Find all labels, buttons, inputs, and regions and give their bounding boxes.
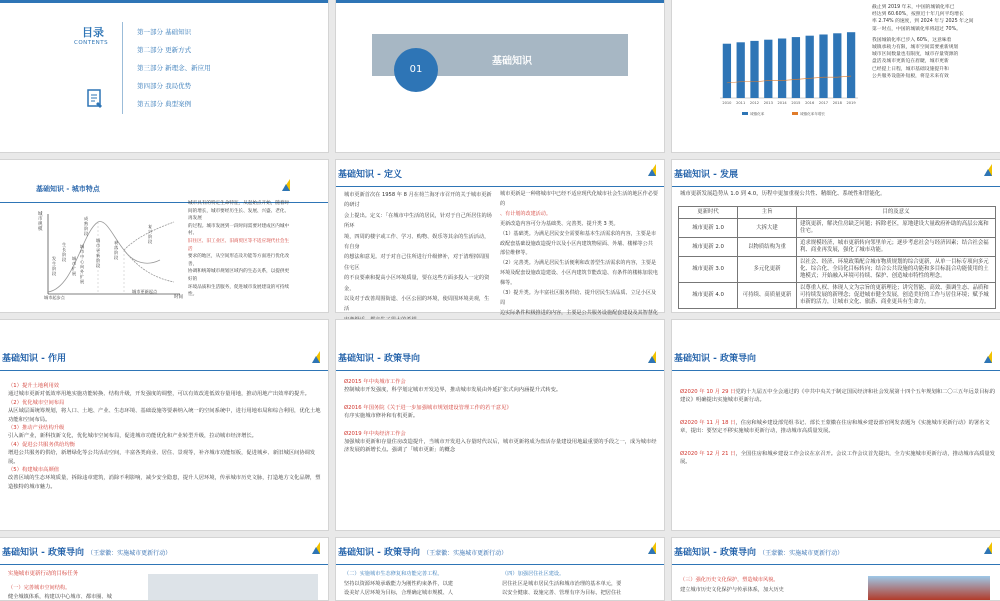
slide-header — [336, 348, 664, 371]
diagram-label: 衰落阶段 — [114, 240, 119, 260]
definition-text: 城市更新首次在 1958 年 8 月在荷兰海牙市召开的关于城市更新的研讨 — [344, 192, 492, 209]
development-table — [678, 206, 996, 309]
development-intro: 城市更新发展趋势从 1.0 到 4.0，历程中更加重视公共性、精细化、系统性和智能化。 — [680, 191, 886, 197]
slide-title-wrap — [338, 545, 507, 558]
slide-thumbnail-6[interactable] — [672, 160, 1000, 312]
update-text: 城市更新是一种将城市中已经不适应现代化城市社会生活的地区作必要的 — [500, 191, 658, 207]
slide-thumbnail-3[interactable] — [672, 0, 1000, 152]
diagram-label: 城市扩展 — [72, 256, 77, 276]
section-title: 基础知识 — [492, 56, 532, 67]
toc-title: 目录 — [82, 26, 104, 39]
table-header: 主旨 — [738, 207, 797, 219]
top-bar — [336, 0, 664, 3]
slide-thumbnail-11[interactable] — [336, 538, 664, 600]
chart-bar — [764, 40, 772, 98]
chart-bar — [778, 39, 786, 98]
policy-text: 设美好人居环境为目标，合理确定城市规模、人 — [344, 590, 453, 596]
slide-subtitle: （王蒙徽：实施城市更新行动） — [87, 550, 172, 557]
slide-thumbnail-9[interactable] — [672, 320, 1000, 530]
table-header: 更新时代 — [679, 207, 738, 219]
chart-note: 截止到 2019 年末，中国的城镇化率已 — [872, 5, 955, 10]
update-text: 政配套基础设施改造提升以及小区内建筑物屋面、外墙、楼梯等公共 — [500, 240, 653, 247]
toc-item: 第五部分 典型案例 — [137, 100, 192, 108]
chart-note: 我国城镇化率已步入 60%，这意味着 — [872, 37, 952, 43]
policy-heading: （三）强化历史文化保护，塑造城市风貌。 — [680, 577, 779, 583]
update-text: 部位维修等。 — [500, 250, 531, 257]
chart-bar — [819, 34, 827, 98]
definition-text: 的不良要素和提高小区环境质量，要在这些方面多投入一定的资金， — [344, 275, 490, 292]
policy-text: ，全国住房和城乡建设工作会议在京召开。会议工作会议首先提出，全力实施城市更新行动，推动城市高质量发展。 — [680, 450, 996, 466]
tick-label: 2018 — [832, 101, 842, 105]
policy-date: Ø2020 年 11 月 18 日 — [680, 419, 736, 426]
definition-text: 会上提出。定义：「在城市中生活的居民，针对于自己所居住的场所环 — [344, 212, 492, 230]
table-cell: 以物质结构为重 — [738, 238, 797, 257]
chart-note: 第一时点，中国的城镇化率将超过 70%。 — [872, 26, 961, 32]
slide-header — [0, 542, 328, 565]
effect-heading: （1）提升土地利用效 — [8, 383, 60, 389]
logo-icon — [982, 350, 994, 365]
policy-text: 以安全健康、设施完善、管理有序为目标，把居住社 — [502, 590, 622, 596]
slide-text: 协调和统筹城市规划区域内的生态关系，以提供更好的 — [188, 269, 290, 282]
slide-title: 基础知识 - 定义 — [338, 170, 403, 180]
chart-note: 城镇承载力有限，城市空间需要重新规划 — [872, 45, 959, 51]
slide-header — [336, 164, 664, 187]
diagram-label: 城市起步点 — [44, 295, 65, 300]
legend-swatch — [742, 112, 748, 115]
table-cell: 以社会、经济、环境政策配合城市物质规划的综合更新，从单一目标专项向多元化、综合化、全局化目标转向；结合公共设施的功能和多目标混合功能使用的土地模式；开始融入环境可持续、保护、创造城市特性的理念。 — [797, 257, 996, 283]
update-text: （1）基础类。为满足居民安全需要和基本生活需求的内容，主要是市 — [500, 230, 657, 237]
policy-heading: （二）实施城市生态修复和功能完善工程。 — [344, 571, 443, 577]
legend-swatch — [792, 112, 798, 115]
secondary-series-line — [727, 76, 851, 83]
table-header: 目的及意义 — [797, 207, 996, 219]
axis-x-label: 时间 — [174, 295, 183, 300]
policy-text: 控制城市开发强度，科学划定城市开发边界，推动城市发展由外延扩张式向内涵提升式转变。 — [344, 387, 562, 394]
document-icon — [86, 88, 104, 110]
slide-thumbnail-5[interactable] — [336, 160, 664, 316]
chart-bar — [723, 44, 731, 98]
slide-text: 间的增长，城市要经历生长、发展、兴盛、老化、再发展 — [188, 208, 290, 222]
update-text: 、有计划的改建活动。 — [500, 210, 551, 217]
tick-label: 2019 — [846, 101, 856, 105]
table-cell: 城市更新 3.0 — [679, 257, 738, 283]
definition-text: 的想法和意见。对于对自己住所进行升级修补，对于清理掉周围住宅区 — [344, 254, 490, 271]
definition-text: 境，四周的楼宇或工作、学习、购物、娱乐等其余的生活活动，有自身 — [344, 233, 490, 251]
slide-title: 基础知识 - 城市特点 — [36, 185, 100, 193]
slide-thumbnail-7[interactable] — [0, 320, 328, 530]
table-cell: 城市更新 4.0 — [679, 283, 738, 309]
diagram-label: 城市中心向外扩展 — [80, 244, 85, 284]
policy-heading: Ø2019 年中央经济工作会 — [344, 430, 406, 437]
policy-text: 居住社区是城市居民生活和城市治理的基本单元，要 — [502, 580, 622, 587]
update-text: 更新改造内容可分为基础类、完善类、提升类 3 类。 — [500, 220, 619, 227]
urbanization-chart — [712, 16, 862, 120]
map-image — [148, 574, 318, 600]
goal-subheading: （一）完善城市空间结构。 — [8, 585, 71, 591]
tick-label: 2013 — [763, 101, 773, 105]
logo-icon — [310, 350, 322, 365]
slide-thumbnail-12[interactable] — [672, 538, 1000, 600]
logo-icon — [646, 541, 658, 556]
effect-text: 增进公共服务的供给，新增绿化等公共活动空间，丰富各类商业、居住、景观等，补齐城市功能短板，促进城乡、新旧城区间协调发展。 — [8, 450, 316, 465]
slide-text: 城市具有的特定生命特征，从起始点开始，随着时 — [188, 201, 290, 206]
policy-heading: Ø2015 年中央城市工作会 — [344, 379, 406, 385]
slide-title-wrap — [674, 545, 843, 558]
slide-header — [672, 164, 1000, 187]
chart-bar — [806, 36, 814, 98]
definition-text: 以及对于改善周围街道、小区公园的环境，使周围环境美观，生活 — [344, 296, 490, 313]
policy-date: Ø2020 年 12 月 21 日 — [680, 450, 736, 457]
slide-text: 要求的地区，从空间形态及功能等方面进行优化改善， — [188, 254, 290, 267]
diagram-label: 复兴阶段 — [148, 224, 153, 244]
tick-label: 2012 — [749, 101, 760, 105]
policy-text: 坚持以资源环境承载能力为刚性约束条件，以建 — [344, 580, 453, 587]
effect-heading: （3）推动产业结构升级 — [8, 425, 65, 432]
diagram-label: 城市更新起点 — [132, 289, 158, 294]
slide-subtitle: （王蒙徽：实施城市更新行动） — [759, 550, 844, 557]
goal-heading: 实施城市更新行动的目标任务 — [8, 571, 79, 577]
table-row — [679, 283, 996, 309]
table-row — [679, 257, 996, 283]
legend-label: 城镇化率 — [750, 112, 765, 116]
slide-header — [672, 348, 1000, 371]
toc-item: 第四部分 我局优势 — [137, 82, 192, 90]
policy-date: Ø2020 年 10 月 29 日 — [680, 389, 736, 395]
slide-text: 的过程。城市发展到一段时间需要对建成区内城中村、 — [188, 223, 290, 237]
toc-divider — [122, 22, 123, 114]
slide-title: 基础知识 - 政策导向 — [2, 548, 85, 558]
slide-text: 旧住区、旧工业区、旧商贸区等不适应现代社会生活 — [188, 238, 290, 252]
logo-icon — [982, 541, 994, 556]
table-cell: 可持续、高质量更新 — [738, 283, 797, 309]
slide-title: 基础知识 - 政策导向 — [674, 354, 757, 364]
chart-note: 已经提上日程，城市基础设施提升和 — [872, 66, 949, 72]
effect-text: 通过城市更新对低效率用地实施功能转换、结构升级，开发强度的调整，可以有效改进低效存量用地，推动用地产出效率的提升。 — [8, 391, 310, 398]
diagram-label: 城市更新阶段 — [96, 238, 101, 268]
update-text: （3）提升类。为丰富社区服务供给、提升居民生活品质、立足小区及周 — [500, 290, 657, 306]
toc-item: 第一部分 基础知识 — [137, 28, 192, 36]
table-cell: 以尊重人权、体现人文为宗旨的更新理论；讲究智能、高效、强调生态、品质和可持续发展的新理念；促进城市健全发展，创造美好的工作与居住环境；赋予城市新的活力，让城市文化、旅游、商业更具有生命力。 — [797, 283, 996, 309]
diagram-label: 生长阶段 — [62, 242, 67, 262]
chart-bar — [833, 33, 841, 98]
policy-heading: Ø2016 年国务院《关于进一步加强城市规划建设管理工作的若干意见》 — [344, 404, 512, 411]
effect-text: 引入新产业，新科技新文化，优化城市空间布局，促进城市功能优化和产业转型升级，拉动城市经济增长。 — [8, 433, 257, 440]
table-cell: 建筑更新，解决住房缺乏问题；拆除老区，原地建设大量政府补助的高层公寓和住宅。 — [797, 219, 996, 238]
legend-label: 城镇化率年增长 — [800, 112, 826, 116]
slide-title-wrap — [2, 545, 171, 558]
chart-bar — [847, 32, 855, 98]
table-cell: 追求规模经济，城市更新转向邻里单元；逐步考虑社会与经济因素；结合社会福利、商业再发展，强化了城市功能。 — [797, 238, 996, 257]
slide-thumbnail-8[interactable] — [336, 320, 664, 530]
update-text: （2）完善类。为满足居民生活便利和改善型生活需求的内容，主要是 — [500, 260, 657, 267]
slide-thumbnail-10[interactable] — [0, 538, 328, 600]
table-row — [679, 238, 996, 257]
toc-item: 第二部分 更新方式 — [137, 46, 192, 54]
effect-heading: （4）促进公共服务供给均衡 — [8, 441, 75, 448]
chart-note: 率 2.74% 的速度，到 2024 年与 2025 年之间 — [872, 19, 974, 25]
slide-header — [0, 348, 328, 371]
update-text: 边实际条件积极推进的内容，主要是公共服务设施配套建设及其智慧化 — [500, 309, 658, 316]
chart-note: 盘活及城市更新迫在眉睫，城市更新 — [872, 59, 949, 65]
effect-text: 从区域层面统筹规划，将人口、土地、产业、生态环境、基础设施等要素纳入统一的空间系统中，进行用地布局和综合利用，优化土地功能和空间布局。 — [8, 408, 321, 423]
chart-note: 城市区间数量也有限度，城市存量资源的 — [872, 52, 959, 58]
slide-title: 基础知识 - 政策导向 — [674, 548, 757, 558]
update-text: 环境及配套设施改造建设、小区内建筑节能改造、有条件的楼栋加装电梯等。 — [500, 270, 658, 287]
table-header-row — [679, 207, 996, 219]
table-cell: 多元化更新 — [738, 257, 797, 283]
toc-subtitle: CONTENTS — [74, 40, 109, 46]
chart-bar — [750, 41, 758, 98]
logo-icon — [310, 541, 322, 556]
policy-text: 党的十九届五中全会通过的《中共中央关于制定国民经济和社会发展第十四个五年规划和二〇三五年远景目标的建议》明确提出实施城市更新行动。 — [680, 389, 996, 404]
top-bar — [0, 0, 328, 3]
table-cell: 大拆大建 — [738, 219, 797, 238]
chart-bar — [737, 42, 745, 98]
section-number: 01 — [394, 48, 438, 92]
tick-label: 2014 — [777, 101, 787, 105]
slide-thumbnail-2[interactable] — [336, 0, 664, 152]
table-row — [679, 219, 996, 238]
diagram-label: 发生阶段 — [52, 256, 57, 276]
tick-label: 2015 — [791, 101, 801, 105]
slide-text: 环境品质和生活服务，促进城市发展建设的可持续性。 — [188, 284, 290, 298]
policy-text: 有序实施城市修补和有机更新。 — [344, 413, 419, 420]
policy-text: ，住房和城乡建设部党组书记、部长王蒙徽在住房和城乡建设部官网发表题为《实施城市更新行动》的署名文章，提出：要坚定不移实施城市更新行动，推动城市高质量发展。 — [680, 419, 990, 435]
slide-header — [672, 542, 1000, 565]
slide-title: 基础知识 - 发展 — [674, 170, 739, 180]
slide-header — [336, 542, 664, 565]
logo-icon — [280, 178, 292, 193]
chart-note: 公共服务设施补短板，将是未来有效 — [872, 73, 949, 79]
policy-heading: （四）加强居住社区建设。 — [502, 571, 565, 577]
chart-bar — [792, 37, 800, 98]
goal-text: 健全城镇体系，构建以中心城市、都市圈、城 — [8, 594, 112, 600]
diagram-label: 成熟阶段 — [84, 216, 89, 236]
effect-heading: （5）构建城市高颜值 — [8, 467, 60, 474]
effect-heading: （2）优化城市空间布局 — [8, 399, 65, 406]
axis-y-label: 城市规模 — [38, 212, 43, 232]
logo-icon — [646, 350, 658, 365]
tick-label: 2011 — [736, 101, 746, 105]
toc-item: 第三部分 新理念、新应用 — [137, 64, 211, 72]
policy-text: 建立城市历史文化保护与传承体系，加大历史 — [680, 586, 784, 593]
slide-title: 基础知识 - 政策导向 — [338, 548, 421, 558]
slide-title: 基础知识 - 作用 — [2, 354, 67, 364]
policy-text: 加强城市更新和存量住房改造提升，当城市开发进入存量时代以后，城市更新将成为盘活存量建设用地最重要的手段之一，成为城市经济发展的新增长点。强调了「城市更新」的概念 — [344, 439, 657, 454]
slide-thumbnail-4[interactable] — [0, 160, 328, 312]
tick-label: 2016 — [805, 101, 815, 105]
slide-title: 基础知识 - 政策导向 — [338, 354, 421, 364]
tick-label: 2010 — [722, 101, 732, 105]
effect-text: 改善区域的生态环境质量，拆除违章建筑，消除不利影响，减少安全隐患，提升人居环境，传承城市历史文脉，打造地方文化品牌，塑造独特的城市魅力。 — [8, 475, 321, 490]
slide-subtitle: （王蒙徽：实施城市更新行动） — [423, 550, 508, 557]
logo-icon — [646, 163, 658, 178]
table-cell: 城市更新 2.0 — [679, 238, 738, 257]
table-cell: 城市更新 1.0 — [679, 219, 738, 238]
logo-icon — [982, 163, 994, 178]
heritage-building-photo — [868, 576, 990, 600]
slide-thumbnail-1[interactable] — [0, 0, 328, 152]
tick-label: 2017 — [818, 101, 829, 105]
chart-note: 经达到 60.60%，按照近十年几何平均增长 — [872, 12, 964, 18]
